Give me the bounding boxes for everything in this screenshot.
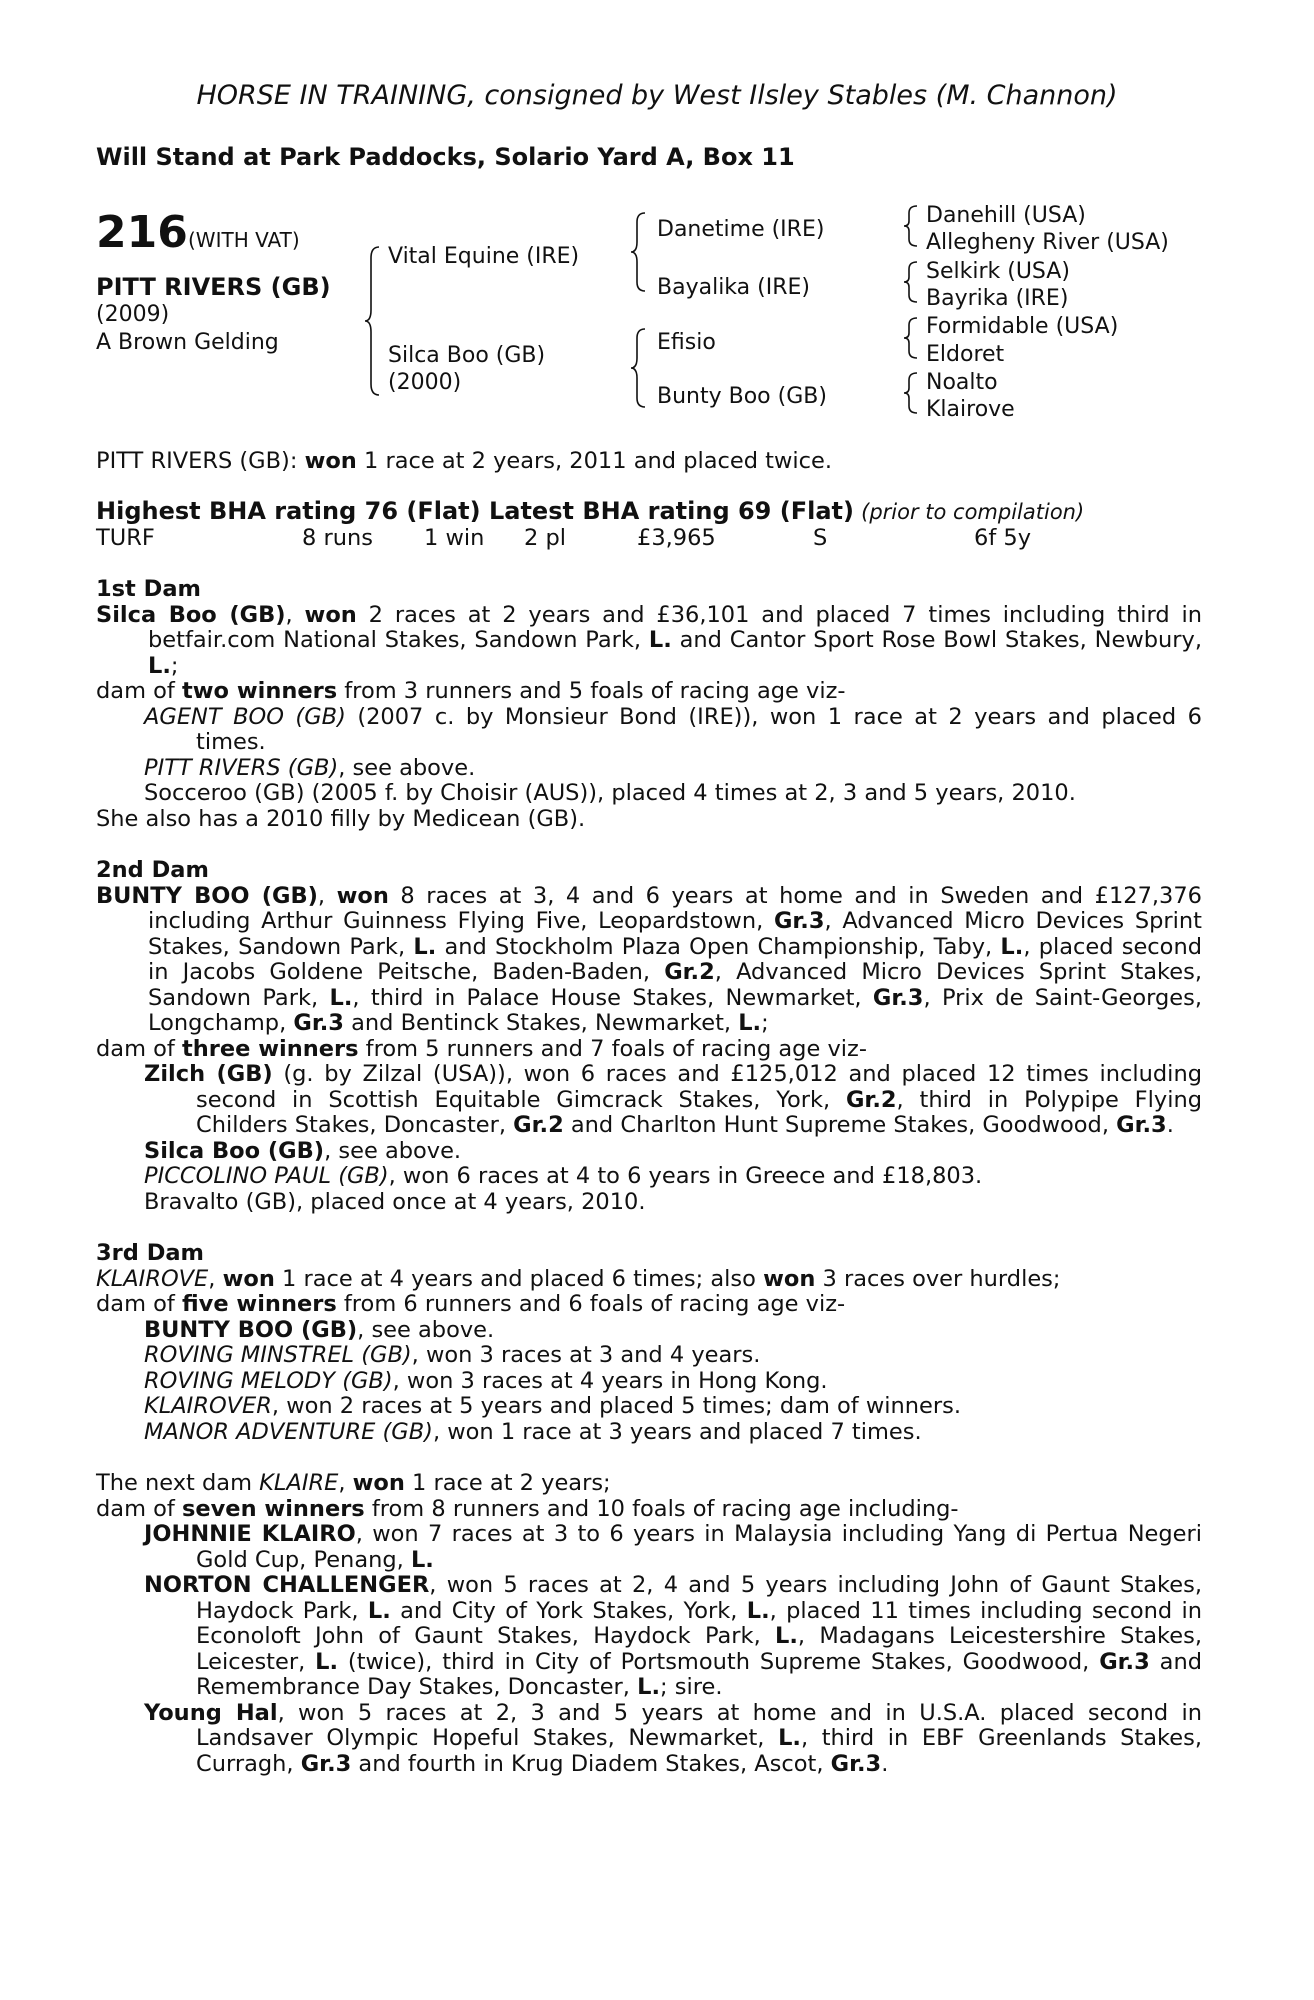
third-dam-produce-4: KLAIROVER, won 2 races at 5 years and placed 5 times; dam of winners. [144,1393,962,1419]
stats-wins: 1 win [424,524,485,551]
stats-going: S [813,524,828,551]
third-dam-produce-summary: dam of five winners from 6 runners and 6 foals of racing age viz- [96,1291,846,1317]
race-summary [96,449,1202,475]
first-dam-produce-2: PITT RIVERS (GB), see above. [144,754,476,781]
dam-sections [96,577,1202,1777]
pedigree-g5: Formidable (USA) [926,314,1119,339]
stats-surface: TURF [96,524,155,551]
pedigree-dam-dam: Bunty Boo (GB) [657,384,827,409]
pedigree-g6: Eldoret [926,342,1005,367]
next-dam-record: The next dam KLAIRE, won 1 race at 2 years; [96,1470,611,1496]
pedigree-bracket-main [368,246,382,396]
stats-best-distance: 6f 5y [974,524,1032,551]
pedigree-g4: Bayrika (IRE) [926,286,1069,311]
pedigree-bracket-g4 [906,372,920,414]
second-dam-record: BUNTY BOO (GB), won 8 races at 3, 4 and 6 years at home and in Sweden and £127,376 including Arthur Guinness Flying Five, Leopardstown, Gr.3, Advanced Micro Devices Sprint Stakes, Sandown Park, L. and Stockholm Plaza Open Championship, Taby, L., placed second in Jacobs Goldene Peitsche, Baden-Baden, Gr.2, Advanced Micro Devices Sprint Stakes, Sandown Park, L., third in Palace House Stakes, Newmarket, Gr.3, Prix de Saint-Georges, Longchamp, Gr.3 and Bentinck Stakes, Newmarket, L.; [96,882,1203,1036]
pedigree-sire: Vital Equine (IRE) [388,244,580,269]
third-dam-produce-2: ROVING MINSTREL (GB), won 3 races at 3 and 4 years. [144,1342,761,1368]
second-dam-produce-4: Bravalto (GB), placed once at 4 years, 2010. [144,1188,646,1215]
second-dam-produce-2: Silca Boo (GB), see above. [144,1137,462,1164]
pedigree-bracket-g2 [906,261,920,303]
second-dam-produce-3: PICCOLINO PAUL (GB), won 6 races at 4 to 6 years in Greece and £18,803. [144,1163,983,1189]
pedigree-g3: Selkirk (USA) [926,259,1070,284]
third-dam-produce-1: BUNTY BOO (GB), see above. [144,1316,495,1343]
second-dam-heading: 2nd Dam [96,857,209,883]
first-dam-produce-summary: dam of two winners from 3 runners and 5 foals of racing age viz- [96,678,846,704]
next-dam-produce-1: JOHNNIE KLAIRO, won 7 races at 3 to 6 years in Malaysia including Yang di Pertua Negeri Gold Cup, Penang, L. [144,1521,1202,1573]
lot-number: 216 [96,207,188,258]
summary-line: PITT RIVERS (GB): won 1 race at 2 years, 2011 and placed twice. [96,448,833,474]
third-dam-produce-3: ROVING MELODY (GB), won 3 races at 4 years in Hong Kong. [144,1367,828,1394]
vat-note: (WITH VAT) [188,228,300,252]
next-dam-produce-summary: dam of seven winners from 8 runners and 10 foals of racing age including- [96,1495,959,1522]
third-dam-record: KLAIROVE, won 1 race at 4 years and placed 6 times; also won 3 races over hurdles; [96,1265,1061,1292]
first-dam-produce-1: AGENT BOO (GB) (2007 c. by Monsieur Bond (IRE)), won 1 race at 2 years and placed 6 times. [144,703,1202,755]
pedigree-dam-year: (2000) [388,370,462,395]
horse-name: PITT RIVERS (GB) [96,273,331,301]
ratings-block [96,499,1202,552]
stats-placed: 2 pl [524,524,567,551]
pedigree-dam-sire: Efisio [657,330,716,355]
second-dam-produce-1: Zilch (GB) (g. by Zilzal (USA)), won 6 races and £125,012 and placed 12 times including second in Scottish Equitable Gimcrack Stakes, York, Gr.2, third in Polypipe Flying Childers Stakes, Doncaster, Gr.2 and Charlton Hunt Supreme Stakes, Goodwood, Gr.3. [144,1061,1202,1138]
first-dam-heading: 1st Dam [96,576,201,602]
pedigree-g8: Klairove [926,397,1015,422]
pedigree-g2: Allegheny River (USA) [926,230,1169,255]
first-dam-record: Silca Boo (GB), won 2 races at 2 years and £36,101 and placed 7 times including third in betfair.com National Stakes, Sandown Park, L. and Cantor Sport Rose Bowl Stakes, Newbury, L.; [96,601,1202,679]
pedigree-bracket-dam [634,328,648,408]
pedigree-g7: Noalto [926,370,998,395]
third-dam-produce-5: MANOR ADVENTURE (GB), won 1 race at 3 years and placed 7 times. [144,1418,922,1445]
pedigree-sire-dam: Bayalika (IRE) [657,275,810,300]
stats-earnings: £3,965 [637,524,716,551]
third-dam-heading: 3rd Dam [96,1240,204,1266]
first-dam-produce-3: Socceroo (GB) (2005 f. by Choisir (AUS)), placed 4 times at 2, 3 and 5 years, 2010. [144,780,1076,806]
pedigree-dam: Silca Boo (GB) [388,343,546,368]
stand-location: Will Stand at Park Paddocks, Solario Yard A, Box 11 [96,143,795,171]
rating-line: Highest BHA rating 76 (Flat) Latest BHA rating 69 (Flat) (prior to compilation) [96,497,1085,525]
turf-stats [96,526,1202,552]
pedigree-bracket-g3 [906,317,920,359]
first-dam-note: She also has a 2010 filly by Medicean (GB). [96,805,586,832]
pedigree-sire-sire: Danetime (IRE) [657,217,825,242]
horse-description: A Brown Gelding [96,330,279,355]
pedigree-bracket-sire [634,212,648,292]
next-dam-produce-3: Young Hal, won 5 races at 2, 3 and 5 years at home and in U.S.A. placed second in Landsaver Olympic Hopeful Stakes, Newmarket, L., third in EBF Greenlands Stakes, Curragh, Gr.3 and fourth in Krug Diadem Stakes, Ascot, Gr.3. [144,1699,1203,1777]
page-heading: HORSE IN TRAINING, consigned by West Ilsley Stables (M. Channon) [196,80,1118,111]
next-dam-produce-2: NORTON CHALLENGER, won 5 races at 2, 4 and 5 years including John of Gaunt Stakes, Haydock Park, L. and City of York Stakes, York, L., placed 11 times including second in Econoloft John of Gaunt Stakes, Haydock Park, L., Madagans Leicestershire Stakes, Leicester, L. (twice), third in City of Portsmouth Supreme Stakes, Goodwood, Gr.3 and Remembrance Day Stakes, Doncaster, L.; sire. [144,1572,1202,1700]
foaling-year: (2009) [96,302,170,327]
pedigree-bracket-g1 [906,205,920,247]
stats-runs: 8 runs [302,524,373,551]
pedigree-g1: Danehill (USA) [926,203,1086,228]
second-dam-produce-summary: dam of three winners from 5 runners and 7 foals of racing age viz- [96,1035,867,1062]
